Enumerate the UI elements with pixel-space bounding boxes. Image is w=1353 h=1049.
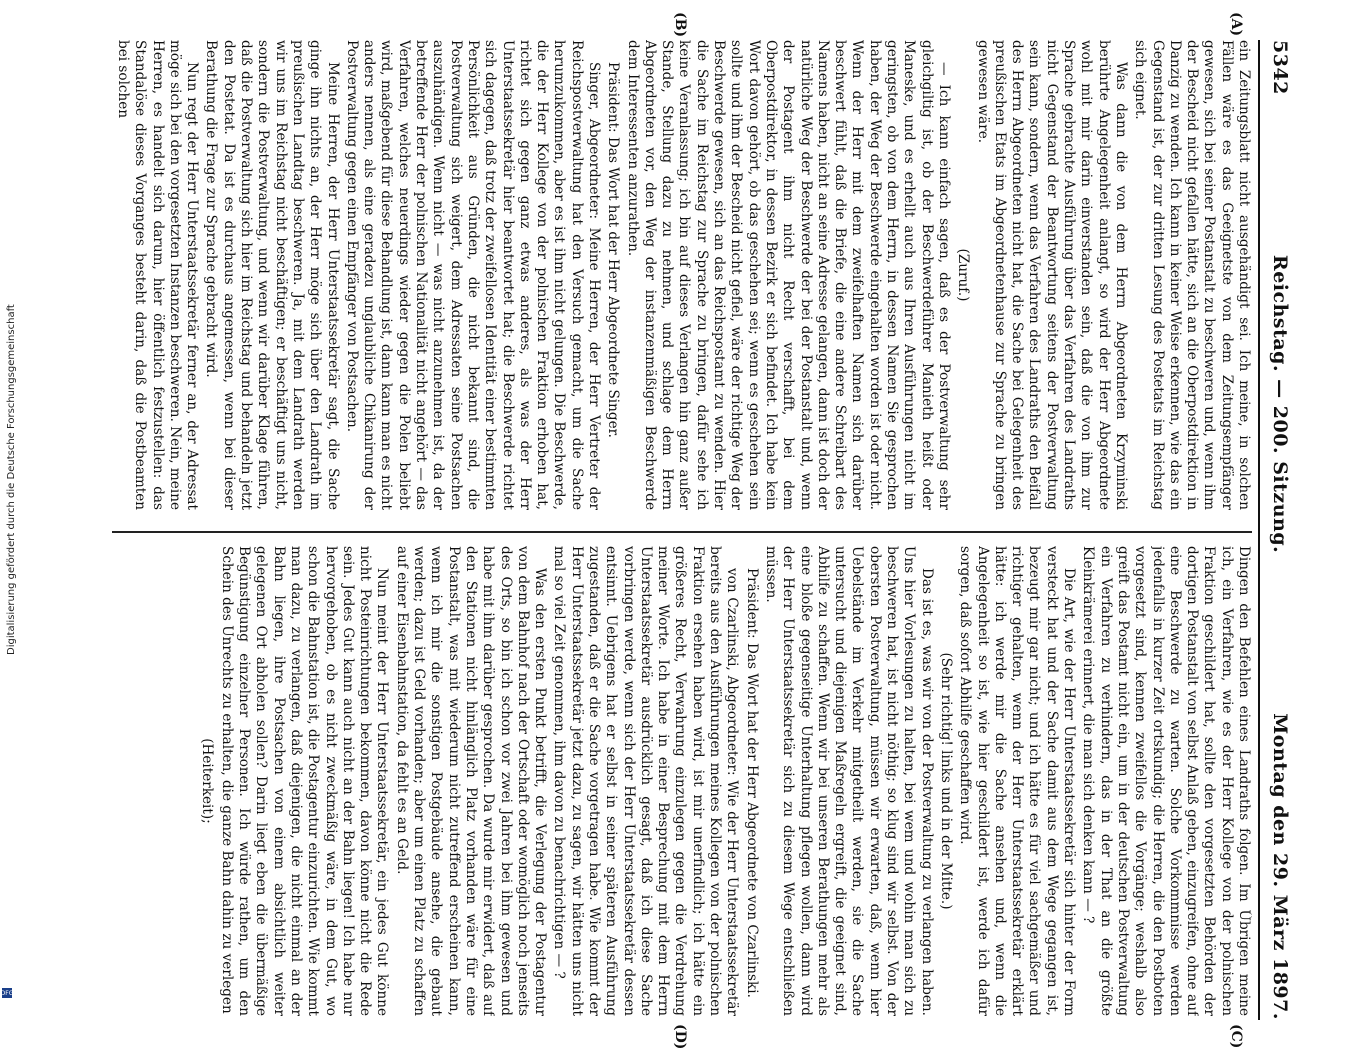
dfg-logo-icon: DFG — [0, 989, 14, 997]
margin-marker-a: (A) — [1228, 12, 1244, 37]
paragraph: Nun regt der Herr Unterstaatssekretär ferner an, der Adressat möge sich bei den vorgesetzten Instanzen beschweren. Nein, meine Herren, es handelt sich darum, hier öffentlich festzustellen: das Standalöse dieses Vorganges besteht darin, daß die Postbeamten bei solchen — [115, 40, 201, 510]
paragraph: Das ist es, was wir von der Postverwaltung zu verlangen haben. Uns hier Vorlesungen zu halten, bei wem und wohin man sich zu beschweren hat, ist nicht nöthig; so klug sind wir selbst. Von der obersten Postverwaltung, müssen wir erwarten, daß, wenn hier Uebelstände im Verkehr mitgetheilt werden, sie die Sache untersucht und diejenigen Maßregeln ergreift, die geeignet sind, Abhilfe zu schaffen. Wenn wir bei unseren Berathungen mehr als eine bloße gegenseitige Unterhaltung pflegen wollen, dann wird der Herr Unterstaatssekretär sich zu diesem Wege entschließen müssen. — [762, 546, 935, 1016]
left-column — [112, 40, 1252, 510]
speaker-paragraph: von Czarlinski, Abgeordneter: Wie der Herr Unterstaatssekretär bereits aus den Ausführungen meines Kollegen von der polnischen Fraktion ersehen haben wird, ist mir unerfindlich; ich hätte ein größeres Recht, Verwahrung einzulegen gegen die Verdrehung meiner Worte. Ich habe in einer Besprechung mit dem Herrn Unterstaatssekretär ausdrücklich gesagt, daß ich diese Sache vorbringen werde, wenn sich der Herr Unterstaatssekretär dessen entsinnt. Uebrigens hat er selbst in seiner späteren Ausführung zugestanden, daß er die Sache vorgetragen habe. Wie kommt der Herr Unterstaatssekretär jetzt dazu, zu sagen, wir hätten uns nicht mal so viel Zeit genommen, ihm davon zu benachrichtigen — ? — [551, 546, 741, 1016]
margin-marker-b: (B) — [672, 12, 688, 38]
rotated-newspaper-page — [100, 12, 1300, 1049]
header-rule — [1258, 40, 1260, 1020]
page-header — [1260, 40, 1300, 1020]
paragraph: Nun meint der Herr Unterstaatssekretär, ein jedes Gut könne nicht Posteinrichtungen bekommen, davon könne nicht die Rede sein. Jedes Gut kann auch nicht an der Bahn liegen! Ich habe nur hervorgehoben, ob es nicht zweckmäßig wäre, in dem Gut, wo schon die Bahnstation ist, die Postagentur einzurichten. Wie kommt man dazu, zu verlangen, daß diejenigen, die nicht einmal an der Bahn liegen, ihre Postsachen von einem absichtlich weiter gelegenen Ort abholen sollen? Darin liegt eben die übermäßige Begünstigung einzelner Personen. Ich würde rathen, um den Schein des Unrechts zu erhalten, die ganze Bahn dahin zu verlegen — [218, 546, 391, 1016]
paragraph: Die Art, wie der Herr Unterstaatssekretär sich hinter der Form versteckt hat und der Sache damit aus dem Wege gegangen ist, bezeugt mir gar nicht; und ich hätte es für viel sachgemäßer und richtiger gehalten, wenn der Herr Unterstaatssekretär erklärt hätte: ich werde mir die Sache ansehen und, wenn die Angelegenheit so ist, wie hier geschildert ist, werde ich dafür sorgen, daß sofort Abhilfe geschaffen wird. — [957, 546, 1078, 1016]
president-speech: Präsident: Das Wort hat der Herr Abgeordnete von Czarlinski. — [743, 568, 760, 998]
speaker-paragraph: Singer, Abgeordneter: Meine Herren, der Herr Vertreter der Reichspostverwaltung hat den Versuch gemacht, um die Sache herumzukommen, aber es ist ihm nicht gelungen. Die Beschwerde, die der Herr Kollege von der polnischen Fraktion erhoben hat, richtet sich gegen ganz etwas anderes, als was der Herr Unterstaatssekretär hier beantwortet hat; die Beschwerde richtet sich dagegen, daß trotz der zweifellosen Identität einer bestimmten Persönlichkeit aus Gründen, die nicht bekannt sind, die Postverwaltung sich weigert, dem Adressaten seine Postsachen auszuhändigen. Wenn nicht — was nicht anzunehmen ist, da der betreffende Herr der polnischen Nationalität nicht angehört — das Verfahren, welches neuerdings wieder gegen die Polen beliebt wird, maßgebend für diese Behandlung ist, dann kann man es nicht anders nennen, als eine geradezu unglaubliche Chikanirung der Postverwaltung gegen einen Empfänger von Postsachen. — [343, 40, 603, 510]
interjection: (Zuruf.) — [955, 248, 972, 302]
interjection: (Sehr richtig! links und in der Mitte.) — [937, 652, 954, 910]
margin-marker-c: (C) — [1228, 1024, 1244, 1049]
paragraph: Dingen den Befehlen eines Landraths folgen. Im Übrigen meine ich, ein Verfahren, wie es der Herr Kollege von der polnischen Fraktion geschildert hat, sollte den vorgesetzten Behörden der dortigen Postanstalt von selbst Anlaß geben, einzugreifen, ohne auf eine Beschwerde zu warten. Solche Vorkommnisse werden jedenfalls in kurzer Zeit ortskundig; die Herren, die den Postboten vorgesetzt sind, kennen zweifellos die Vorgänge; weshalb also greift das Postamt nicht ein, um in der deutschen Postverwaltung ein Verfahren zu verhindern, das in der That an die größte Kleinkrämerei erinnert, die man sich denken kann — ? — [1080, 546, 1252, 1016]
digitization-credit: Digitalisierung gefördert durch die Deutsche Forschungsgemeinschaft — [6, 304, 17, 655]
right-column — [112, 546, 1252, 1016]
margin-marker-d: (D) — [672, 1024, 688, 1049]
paragraph: Was dann die von dem Herrn Abgeordneten Krzyminski berührte Angelegenheit anlangt, so wird der Herr Abgeordnete wohl mit mir darin einverstanden sein, daß die von ihm zur Sprache gebrachte Ausführung über das Verfahren des Landraths nicht Gegenstand der Beantwortung seitens der Postverwaltung sein kann, sondern, wenn das Verfahren des Landraths den Beifall des Herrn Abgeordneten nicht hat, die Sache bei Gelegenheit des preußischen Etats im Abgeordnetenhause zur Sprache zu bringen gewesen wäre. — [974, 40, 1129, 510]
running-title: Reichstag. — 200. Sitzung. — [1269, 254, 1291, 554]
column-divider — [112, 531, 1252, 533]
interjection: (Heiterkeit); — [199, 738, 216, 824]
paragraph: ein Zeitungsblatt nicht ausgehändigt sei. Ich meine, in solchen Fällen wäre es das Geeignetste von dem Zeitungsempfänger gewesen, sich bei seiner Postanstalt zu beschweren und, wenn ihm der Bescheid nicht gefallen hätte, sich an die Oberpostdirektion in Danzig zu wenden. Ich kann in keiner Weise erkennen, wie das ein Gegenstand ist, der zur dritten Lesung des Postetats im Reichstag sich eignet. — [1132, 40, 1252, 510]
paragraph: Meine Herren, der Herr Unterstaatssekretär sagt, die Sache ginge ihn nichts an, der Herr möge sich über den Landrath im preußischen Landtag beschweren. Ja, mit dem Landrath werden wir uns im Reichstag nicht beschäftigen; er beschäftigt uns nicht, sondern die Postverwaltung, und wenn wir darüber Klage führen, daß die Postverwaltung sich hier im Reichstag und behandeln jetzt den Postetat. Da ist es durchaus angemessen, wenn bei dieser Berathung die Frage zur Sprache gebracht wird. — [203, 40, 341, 510]
session-date: Montag den 29. März 1897. — [1269, 713, 1291, 1020]
page-number: 5342 — [1269, 40, 1291, 95]
president-speech: Präsident: Das Wort hat der Herr Abgeordnete Singer. — [605, 62, 622, 438]
paragraph: Was den ersten Punkt betrifft, die Verlegung der Postagentur von dem Bahnhof nach der Ortschaft oder womöglich noch jenseits des Orts, so bin ich schon vor zwei Jahren bei ihm gewesen und habe mit ihm darüber gesprochen. Da wurde mir erwidert, daß auf den Stationen nicht hinlänglich Platz vorhanden wäre für eine Postanstalt, was mit wiederum nicht zutreffend erscheinen kann, wenn ich mir die sonstigen Postgebäude ansehe, die gebaut werden; dazu ist Geld vorhanden; aber um einen Platz zu schaffen auf einer Eisenbahnstation, da fehlt es an Geld. — [393, 546, 549, 1016]
paragraph: — Ich kann einfach sagen, daß es der Postverwaltung sehr gleichgiltig ist, ob der Beschwerdeführer Manieth heißt oder Maneske, und es erhellt auch aus Ihren Ausführungen nicht im geringsten, ob von dem Herrn, in dessen Namen Sie gesprochen haben, der Weg der Beschwerde eingehalten worden ist oder nicht. Wenn der Herr mit dem zweifelhaften Namen sich darüber beschwert fühlt, daß die Briefe, die eine andere Schreibart des Namens haben, nicht an seine Adresse gelangen, dann ist doch der natürliche Weg der Beschwerde der bei der Postanstalt und, wenn der Postagent ihm nicht Recht verschafft, bei dem Oberpostdirektor, in dessen Bezirk er sich befindet. Ich habe kein Wort davon gehört, ob das geschehen sei; wenn es geschehen sein sollte und ihm der Bescheid nicht gefiel, wäre der richtige Weg der Beschwerde gewesen, sich an das Reichspostamt zu wenden. Hier die Sache im Reichstag zur Sprache zu bringen, dafür sehe ich keine Veranlassung; ich bin auf dieses Verlangen hin ganz außer Stande, Stellung dazu zu nehmen, und schlage dem Herrn Abgeordneten vor, den Weg der instanzenmäßigen Beschwerde dem Interessenten anzurathen. — [624, 40, 952, 510]
